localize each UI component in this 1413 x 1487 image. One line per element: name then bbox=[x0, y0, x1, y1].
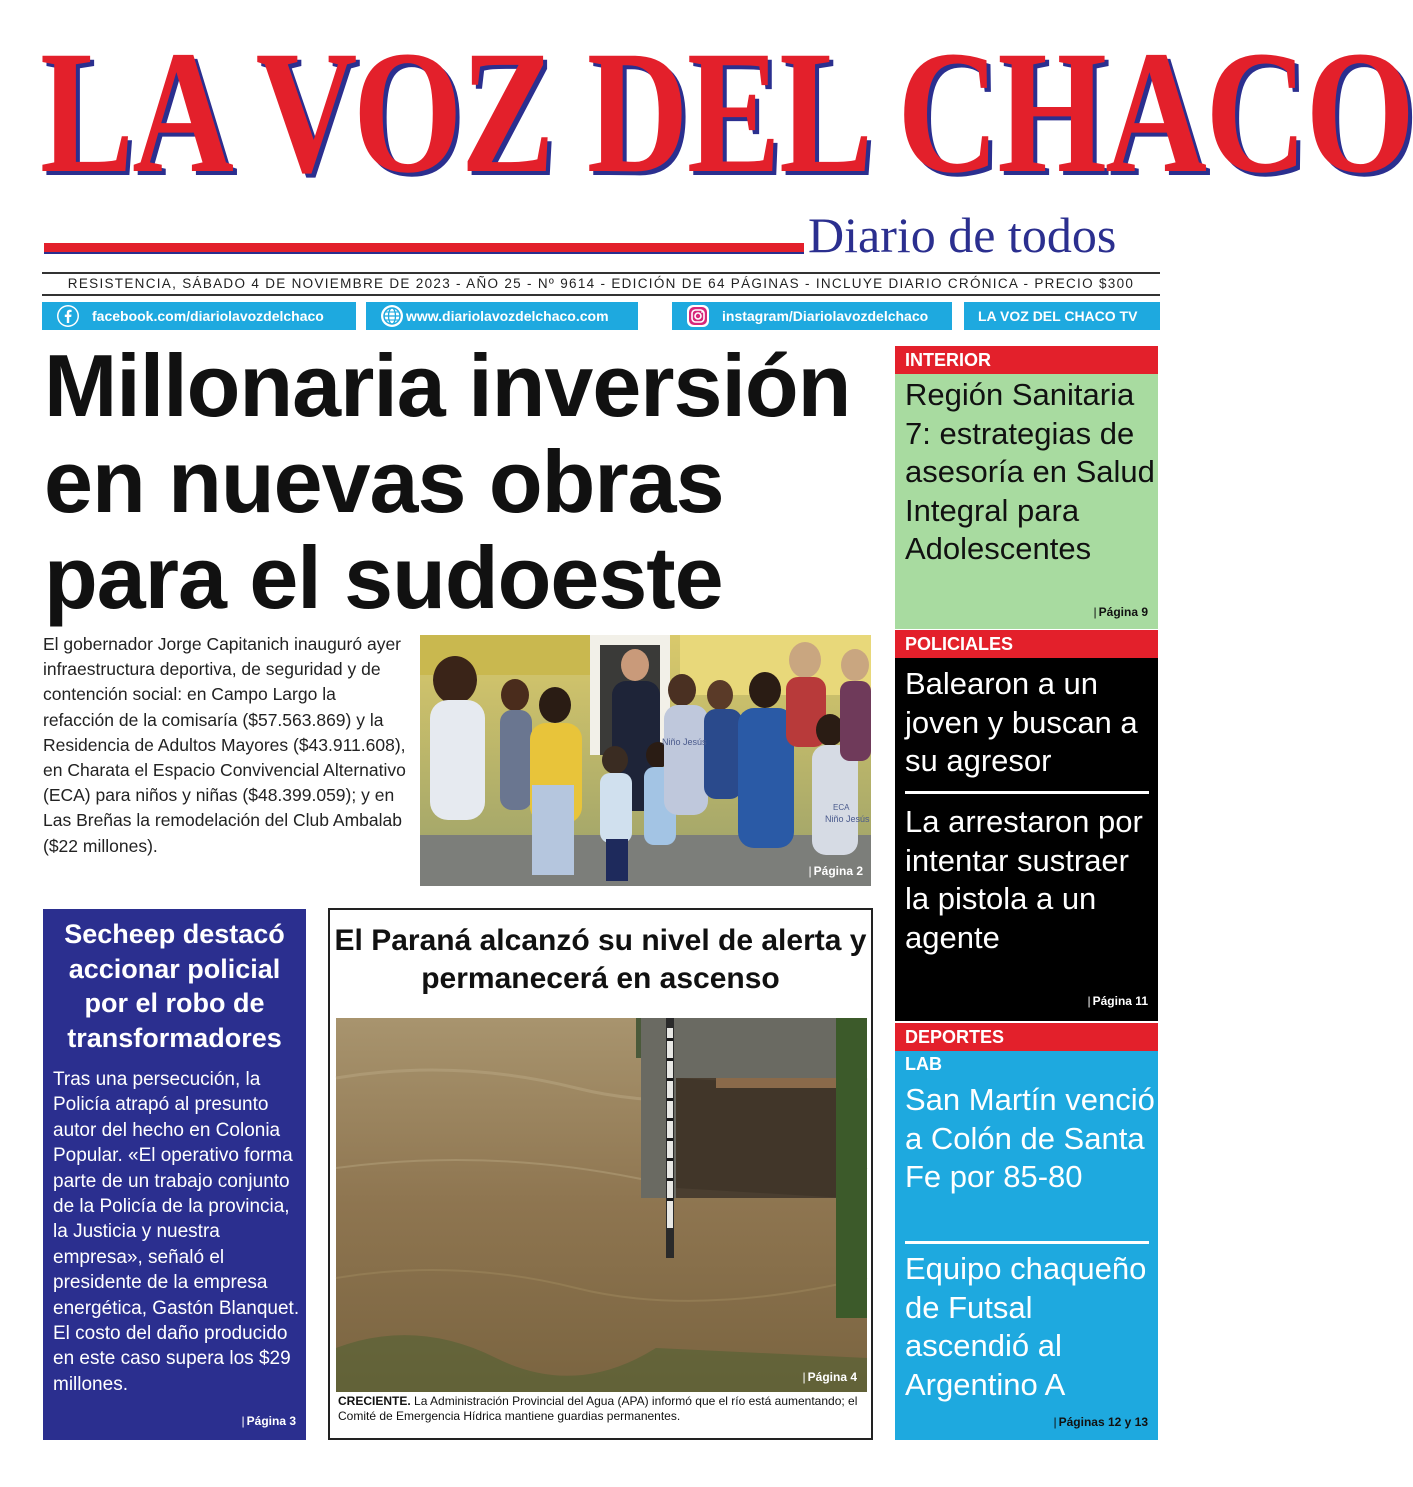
interior-block bbox=[895, 374, 1158, 629]
social-bar bbox=[42, 302, 1160, 330]
website-link[interactable] bbox=[366, 302, 638, 330]
policiales-divider bbox=[905, 791, 1149, 794]
secheep-body: Tras una persecución, la Policía atrapó al presunto autor del hecho en Colonia Popular. «El operativo forma parte de un trabajo conjunto de la Policía de la provincia, la Justicia y nuestra empresa», señaló el presidente de la empresa energética, Gastón Blanquet. El costo del daño producido en este caso supera los $29 millones. bbox=[53, 1069, 300, 1395]
parana-caption bbox=[338, 1394, 868, 1423]
main-story-lead: El gobernador Jorge Capitanich inauguró ayer infraestructura deportiva, de seguridad y de contención social: en Campo Largo la refacción de la comisaría ($57.563.869) y la Residencia de Adultos Mayores ($43.911.608), en Charata el Espacio Convivencial Alternativo (ECA) para niños y niñas ($48.399.059); y en Las Breñas la remodelación del Club Ambalab ($22 millones). bbox=[43, 634, 406, 856]
secheep-page-ref[interactable]: | Página 3 bbox=[242, 1414, 296, 1428]
policiales-headline-2[interactable]: La arrestaron por intentar sustraer la pistola a un agente bbox=[905, 804, 1143, 955]
main-headline[interactable]: Millonaria inversión en nuevas obras para el sudoeste bbox=[44, 336, 851, 627]
parana-story bbox=[328, 908, 873, 1440]
facebook-label: facebook.com/diariolavozdelchaco bbox=[92, 308, 324, 324]
instagram-label: instagram/Diariolavozdelchaco bbox=[722, 308, 929, 324]
deportes-divider bbox=[905, 1241, 1149, 1244]
section-header-policiales[interactable]: POLICIALES bbox=[895, 630, 1158, 658]
policiales-headline-1[interactable]: Balearon a un joven y buscan a su agresor bbox=[905, 666, 1138, 778]
section-header-deportes[interactable]: DEPORTES bbox=[895, 1023, 1158, 1051]
caption-text: La Administración Provincial del Agua (APA) informó que el río está aumentando; el Comité de Emergencia Hídrica mantiene guardias permanentes. bbox=[338, 1394, 858, 1423]
deportes-page-ref[interactable]: | Páginas 12 y 13 bbox=[1053, 1415, 1148, 1429]
website-label: www.diariolavozdelchaco.com bbox=[406, 308, 609, 324]
deportes-block bbox=[895, 1051, 1158, 1440]
tv-link[interactable] bbox=[964, 302, 1160, 330]
dateline: RESISTENCIA, SÁBADO 4 DE NOVIEMBRE DE 2023 - AÑO 25 - Nº 9614 - EDICIÓN DE 64 PÁGINAS - INCLUYE DIARIO CRÓNICA - PRECIO $300 bbox=[42, 272, 1160, 296]
facebook-link[interactable] bbox=[42, 302, 356, 330]
globe-icon bbox=[380, 304, 404, 328]
lab-label: LAB bbox=[905, 1054, 942, 1074]
policiales-block bbox=[895, 658, 1158, 1021]
main-story-page-ref[interactable]: | Página 2 bbox=[809, 864, 863, 878]
secheep-headline[interactable]: Secheep destacó accionar policial por el robo de transformadores bbox=[64, 919, 285, 1053]
deportes-headline-1[interactable]: San Martín venció a Colón de Santa Fe por 85-80 bbox=[905, 1082, 1155, 1194]
shirt-text-2: Niño Jesús bbox=[825, 814, 870, 824]
policiales-page-ref[interactable]: | Página 11 bbox=[1088, 994, 1149, 1008]
interior-headline[interactable]: Región Sanitaria 7: estrategias de asesoría en Salud Integral para Adolescentes bbox=[905, 377, 1155, 566]
instagram-icon bbox=[686, 304, 710, 328]
interior-page-ref[interactable]: | Página 9 bbox=[1094, 605, 1148, 619]
parana-page-ref[interactable]: | Página 4 bbox=[803, 1370, 857, 1384]
section-header-interior[interactable]: INTERIOR bbox=[895, 346, 1158, 374]
deportes-headline-2[interactable]: Equipo chaqueño de Futsal ascendió al Argentino A bbox=[905, 1251, 1147, 1402]
parana-headline[interactable]: El Paraná alcanzó su nivel de alerta y permanecerá en ascenso bbox=[334, 924, 867, 995]
shirt-prefix: ECA bbox=[833, 803, 850, 812]
caption-label: CRECIENTE. bbox=[338, 1394, 411, 1408]
shirt-text: Niño Jesús bbox=[662, 737, 707, 747]
inauguration-photo bbox=[420, 635, 871, 886]
newspaper-title: LA VOZ DEL CHACO bbox=[40, 15, 1413, 210]
newspaper-tagline: Diario de todos bbox=[808, 207, 1117, 263]
tv-label: LA VOZ DEL CHACO TV bbox=[978, 308, 1138, 324]
instagram-link[interactable] bbox=[672, 302, 952, 330]
masthead bbox=[40, 15, 1413, 263]
masthead-rule bbox=[44, 243, 804, 252]
river-photo bbox=[336, 1018, 867, 1392]
secheep-story bbox=[43, 909, 306, 1440]
facebook-icon bbox=[56, 304, 80, 328]
